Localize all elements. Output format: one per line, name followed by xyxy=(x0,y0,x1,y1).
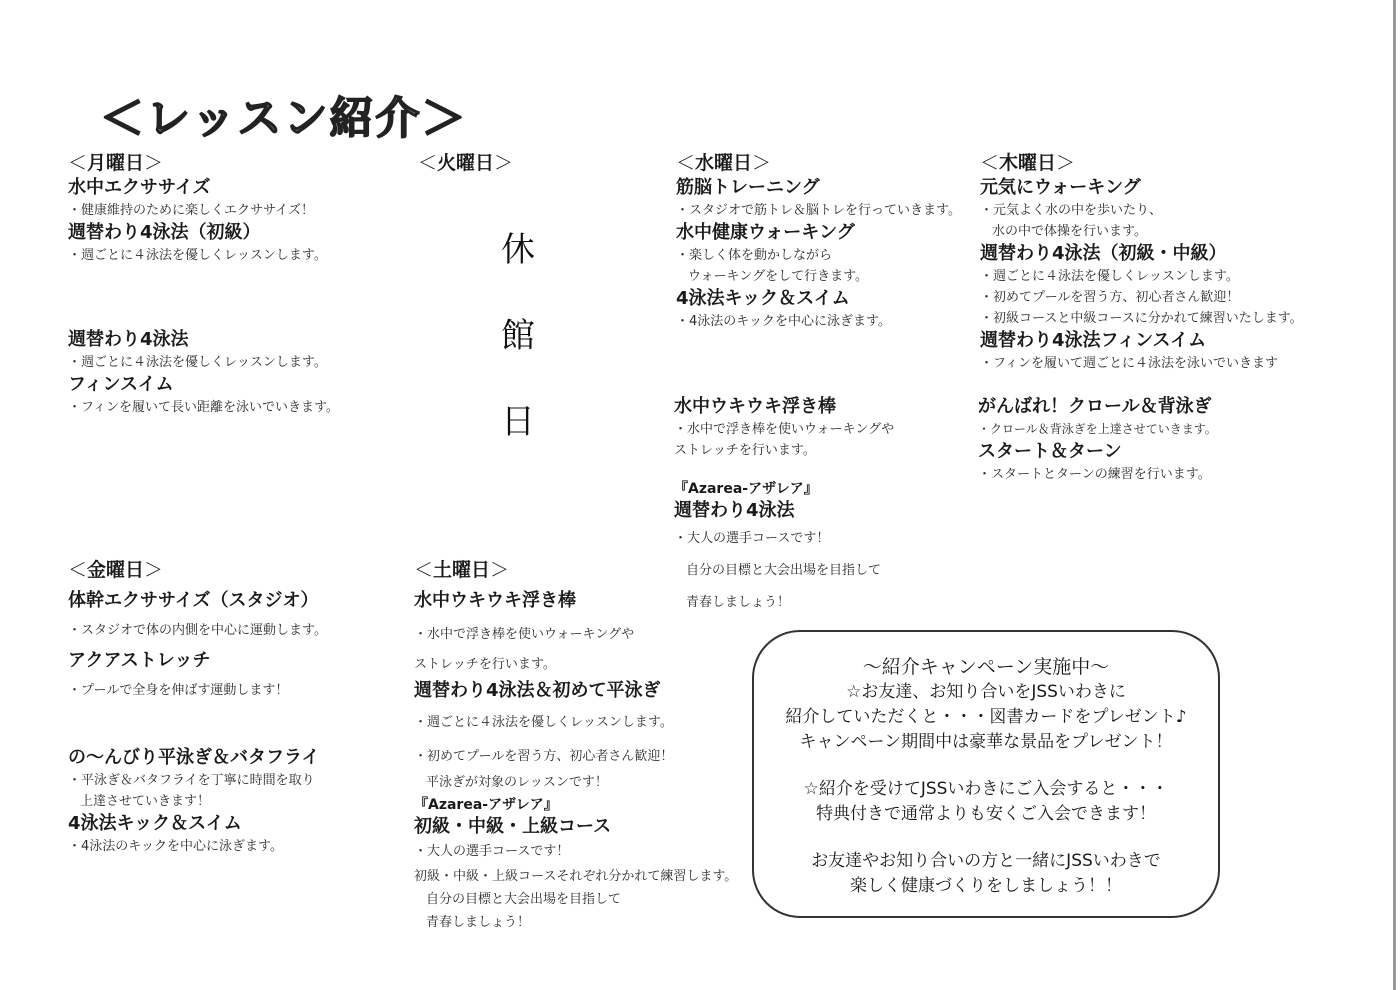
campaign-line: 紹介していただくと・・・図書カードをプレゼント♪ xyxy=(785,707,1187,727)
day-heading-saturday: ＜土曜日＞ xyxy=(414,559,510,581)
campaign-box xyxy=(752,630,1220,918)
lesson-title: の～んびり平泳ぎ＆バタフライ xyxy=(68,747,320,768)
closed-day-char: 館 xyxy=(501,316,535,356)
monday-column-lower xyxy=(68,328,339,418)
lesson-desc: ・スタートとターンの練習を行います。 xyxy=(978,467,1211,482)
campaign-title: ～紹介キャンペーン実施中～ xyxy=(862,656,1110,678)
lesson-desc: ・フィンを履いて週ごとに４泳法を泳いでいきます xyxy=(980,356,1278,371)
campaign-line: ☆お友達、お知り合いをJSSいわきに xyxy=(846,682,1126,702)
lesson-desc: 上達させていきます！ xyxy=(80,794,211,809)
lesson-title: 4泳法キック＆スイム xyxy=(68,813,242,834)
lesson-desc: ・フィンを履いて長い距離を泳いでいきます。 xyxy=(68,400,339,415)
lesson-desc: ・大人の選手コースです！ xyxy=(414,844,570,859)
campaign-line: キャンペーン期間中は豪華な景品をプレゼント！ xyxy=(799,732,1173,752)
lesson-title: がんばれ！クロール＆背泳ぎ xyxy=(978,396,1212,417)
lesson-desc: ・スタジオで体の内側を中心に運動します。 xyxy=(68,623,327,638)
lesson-title: 水中エクササイズ xyxy=(68,177,211,198)
lesson-desc: ・プールで全身を伸ばす運動します！ xyxy=(68,683,289,698)
lesson-title: 週替わり4泳法フィンスイム xyxy=(980,330,1207,351)
lesson-desc: 青春しましょう！ xyxy=(686,595,791,610)
closed-day-char: 日 xyxy=(501,402,535,442)
lesson-desc: 自分の目標と大会出場を目指して xyxy=(686,563,882,578)
campaign-line: ☆紹介を受けてJSSいわきにご入会すると・・・ xyxy=(803,779,1169,799)
lesson-desc: 平泳ぎが対象のレッスンです！ xyxy=(426,775,608,790)
lesson-title: 体幹エクササイズ（スタジオ） xyxy=(68,590,319,611)
lesson-title: 週替わり4泳法 xyxy=(674,500,795,521)
lesson-desc: ・平泳ぎ＆バタフライを丁寧に時間を取り xyxy=(68,773,315,788)
lesson-title: 週替わり4泳法 xyxy=(68,329,189,350)
lesson-desc: 自分の目標と大会出場を目指して xyxy=(426,892,622,907)
lesson-title: 筋脳トレーニング xyxy=(676,177,820,198)
lesson-title: スタート＆ターン xyxy=(978,441,1122,462)
thursday-column xyxy=(980,152,1303,374)
lesson-title: 元気にウォーキング xyxy=(980,177,1141,198)
day-heading-monday: ＜月曜日＞ xyxy=(68,152,164,174)
friday-column xyxy=(68,559,327,709)
campaign-line: 特典付きで通常よりも安くご入会できます！ xyxy=(816,804,1156,824)
lesson-title: 水中ウキウキ浮き棒 xyxy=(414,590,576,611)
lesson-desc: ・週ごとに４泳法を優しくレッスンします。 xyxy=(68,355,327,370)
lesson-desc: ・初めてプールを習う方、初心者さん歓迎！ xyxy=(980,290,1240,305)
lesson-desc: ウォーキングをして行きます。 xyxy=(688,269,869,284)
lesson-title: フィンスイム xyxy=(68,374,174,395)
lesson-desc: ・水中で浮き棒を使いウォーキングや xyxy=(414,627,635,642)
lesson-desc: ストレッチを行います。 xyxy=(674,443,816,458)
page-title: ＜レッスン紹介＞ xyxy=(100,93,468,144)
lesson-desc: 初級・中級・上級コースそれぞれ分かれて練習します。 xyxy=(414,869,738,884)
lesson-desc: ・初級コースと中級コースに分かれて練習いたします。 xyxy=(980,311,1303,326)
lesson-desc: ・楽しく体を動かしながら xyxy=(676,248,833,263)
lesson-desc: ・週ごとに４泳法を優しくレッスンします。 xyxy=(68,248,327,263)
lesson-title: アクアストレッチ xyxy=(68,650,211,671)
lesson-desc: ・元気よく水の中を歩いたり、 xyxy=(980,203,1163,218)
lesson-desc: ・週ごとに４泳法を優しくレッスンします。 xyxy=(980,269,1239,284)
tuesday-column xyxy=(418,152,513,176)
lesson-desc: ・健康維持のために楽しくエクササイズ！ xyxy=(68,203,314,218)
lesson-desc: ・大人の選手コースです！ xyxy=(674,531,830,546)
lesson-title: 初級・中級・上級コース xyxy=(414,816,612,837)
lesson-desc: ・初めてプールを習う方、初心者さん歓迎！ xyxy=(414,749,674,764)
monday-column xyxy=(68,152,327,266)
thursday-column-lower xyxy=(978,395,1217,485)
friday-column-lower xyxy=(68,746,319,857)
lesson-desc: ・4泳法のキックを中心に泳ぎます。 xyxy=(676,314,891,329)
day-heading-thursday: ＜木曜日＞ xyxy=(980,152,1076,174)
azarea-label: 『Azarea-アザレア』 xyxy=(414,797,558,813)
lesson-desc: ・スタジオで筋トレ＆脳トレを行っていきます。 xyxy=(676,203,961,218)
lesson-desc: ・4泳法のキックを中心に泳ぎます。 xyxy=(68,839,283,854)
lesson-title: 水中健康ウォーキング xyxy=(676,222,855,243)
lesson-title: 週替わり4泳法（初級） xyxy=(68,222,261,243)
lesson-title: 週替わり4泳法＆初めて平泳ぎ xyxy=(414,680,661,701)
campaign-line: お友達やお知り合いの方と一緒にJSSいわきで xyxy=(811,851,1161,871)
lesson-desc: 水の中で体操を行います。 xyxy=(992,224,1147,239)
lesson-desc: ・クロール＆背泳ぎを上達させていきます。 xyxy=(978,422,1217,436)
lesson-desc: ストレッチを行います。 xyxy=(414,657,556,672)
lesson-desc: ・水中で浮き棒を使いウォーキングや xyxy=(674,422,895,437)
closed-day-char: 休 xyxy=(501,230,535,270)
azarea-label: 『Azarea-アザレア』 xyxy=(674,481,818,497)
lesson-title: 週替わり4泳法（初級・中級） xyxy=(980,243,1227,264)
lesson-title: 4泳法キック＆スイム xyxy=(676,288,850,309)
day-heading-friday: ＜金曜日＞ xyxy=(68,559,164,581)
campaign-line: 楽しく健康づくりをしましょう！！ xyxy=(850,876,1122,896)
saturday-column xyxy=(414,559,737,935)
day-heading-wednesday: ＜水曜日＞ xyxy=(676,152,772,174)
lesson-desc: ・週ごとに４泳法を優しくレッスンします。 xyxy=(414,715,673,730)
scan-edge-line xyxy=(1393,0,1396,990)
lesson-title: 水中ウキウキ浮き棒 xyxy=(674,396,836,417)
lesson-desc: 青春しましょう！ xyxy=(426,915,531,930)
wednesday-column xyxy=(676,152,961,332)
day-heading-tuesday: ＜火曜日＞ xyxy=(418,152,514,174)
